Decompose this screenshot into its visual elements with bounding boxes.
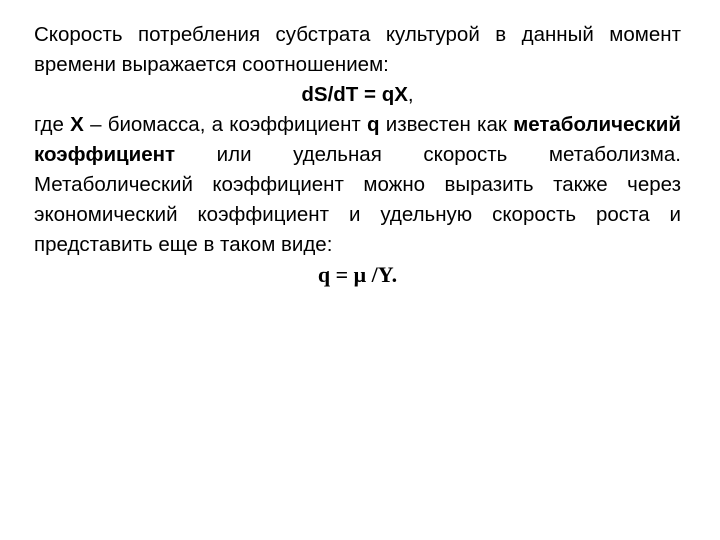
formula-substrate-rate-expr: dS/dT = qX (301, 83, 408, 106)
intro-paragraph: Скорость потребления субстрата культурой в данный момент времени выражается соотношением: (34, 23, 681, 76)
formula-metabolic-coefficient: q = μ /Y. (317, 262, 398, 287)
definition-text-2: – биомасса, а коэффициент (83, 113, 368, 136)
definition-text-4: или удельная скорость метаболизма. Метаболический коэффициент можно выразить также через экономический коэффициент и удельную скорость роста и представить еще в таком виде: (34, 143, 681, 256)
formula-substrate-rate (34, 80, 681, 110)
definition-text-1: где (34, 113, 71, 136)
variable-x: X (70, 113, 84, 136)
formula-trailing-comma: , (407, 83, 414, 106)
definition-paragraph (34, 110, 681, 260)
term-metabolic-coefficient: метаболический коэффициент (34, 113, 681, 166)
definition-text-3: известен как (379, 113, 514, 136)
slide-text (34, 20, 681, 290)
variable-q: q (367, 113, 380, 136)
